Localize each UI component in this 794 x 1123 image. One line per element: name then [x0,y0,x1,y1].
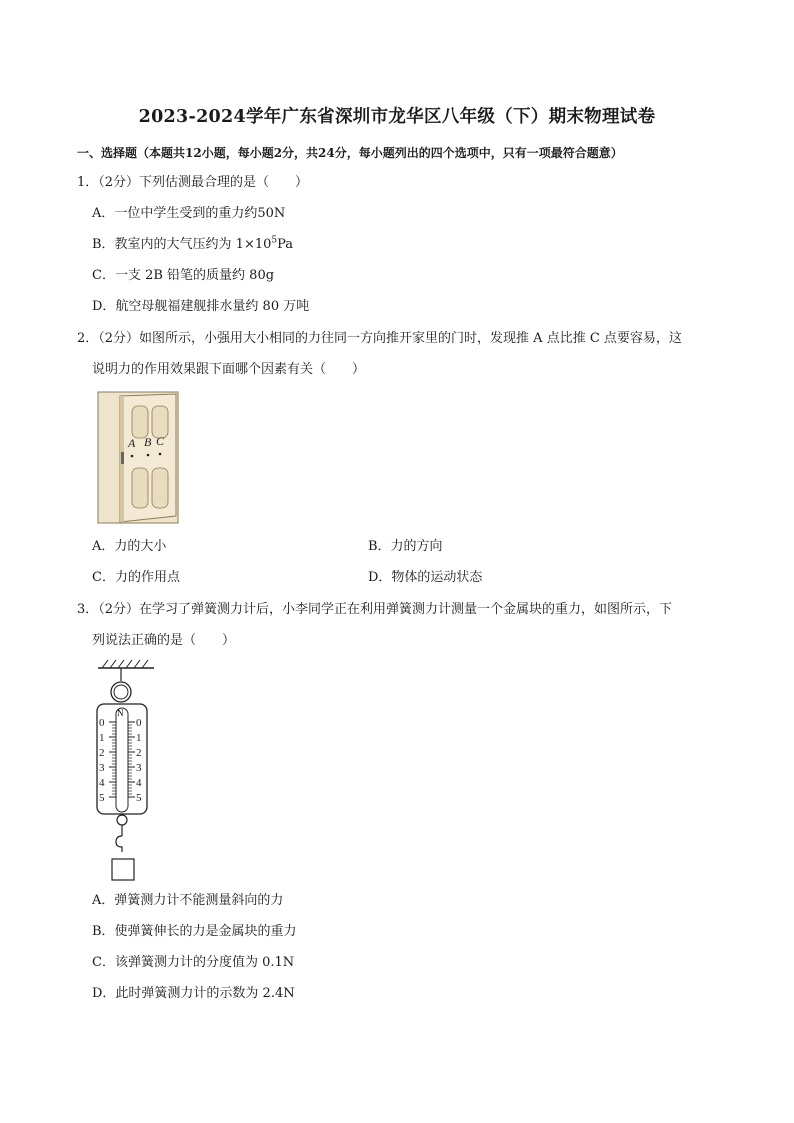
ceiling-hatch [102,660,148,668]
scale-label-right: 4 [136,777,142,789]
q1-option-a: A．一位中学生受到的重力约50N [92,206,286,221]
scale-label-left: 5 [99,792,105,804]
q2-option-b: B．力的方向 [368,539,443,554]
q3-option-a: A．弹簧测力计不能测量斜向的力 [92,893,284,908]
top-ring-inner [114,685,128,699]
hook [116,836,122,852]
door-inset-3 [132,468,148,508]
scale-label-left: 1 [99,732,105,744]
question-2-number: 2． [77,331,99,346]
q1-option-d: D．航空母舰福建舰排水量约 80 万吨 [92,299,310,314]
scale-label-right: 5 [136,792,142,804]
scale-label-right: 3 [136,762,142,774]
point-b [147,454,150,457]
point-a [131,455,134,458]
question-3-number: 3． [77,602,99,617]
scale-label-right: 2 [136,747,142,759]
point-label-b: B [144,435,152,449]
question-1-number: 1． [77,175,99,190]
scale-label-right: 0 [136,717,142,729]
q2-option-d: D．物体的运动状态 [368,570,483,585]
q1-option-b: B．教室内的大气压约为 $1\times 10^5Pa$ [92,235,294,252]
door-inset-1 [132,406,148,438]
scale-slot [116,708,128,812]
metal-block [112,859,134,880]
door-handle [121,452,124,464]
spring-scale-figure [94,656,158,884]
point-label-c: C [156,434,165,448]
scale-label-right: 1 [136,732,142,744]
question-3-stem-line2: 列说法正确的是（ ） [92,633,236,648]
question-2-stem-line1: 2．（2分）如图所示，小强用大小相同的力往同一方向推开家里的门时，发现推 A 点比推 C 点要容易，这 [77,331,682,346]
q3-option-d: D．此时弹簧测力计的示数为 2.4N [92,986,295,1001]
bottom-ring [117,815,127,825]
section-heading-choice: 一、选择题（本题共12小题，每小题2分，共24分，每小题列出的四个选项中，只有一项最符合题意） [77,146,623,160]
q3-option-c: C．该弹簧测力计的分度值为 0.1N [92,955,295,970]
scale-label-left: 3 [99,762,105,774]
q3-option-b: B．使弹簧伸长的力是金属块的重力 [92,924,297,939]
door-figure [94,390,184,525]
q2-option-c: C．力的作用点 [92,570,180,585]
point-label-a: A [128,436,136,450]
pointer-label: N [117,708,124,718]
q1-option-c: C．一支 2B 铅笔的质量约 80g [92,268,275,283]
door-inset-4 [152,468,168,508]
question-1-stem [77,174,308,192]
q2-option-a: A．力的大小 [92,539,167,554]
scale-label-left: 2 [99,747,105,759]
scale-label-left: 4 [99,777,105,789]
question-1-text: （2分）下列估测最合理的是（ ） [98,175,309,190]
exponent: 5 [271,235,278,246]
point-c [159,453,162,456]
question-3-stem-line1: 3．（2分）在学习了弹簧测力计后，小李同学正在利用弹簧测力计测量一个金属块的重力，如图所示，下 [77,602,673,617]
question-2-stem-line2: 说明力的作用效果跟下面哪个因素有关（ ） [92,362,366,377]
scale-label-left: 0 [99,717,105,729]
paper-title: 2023-2024学年广东省深圳市龙华区八年级（下）期末物理试卷 [138,107,656,127]
